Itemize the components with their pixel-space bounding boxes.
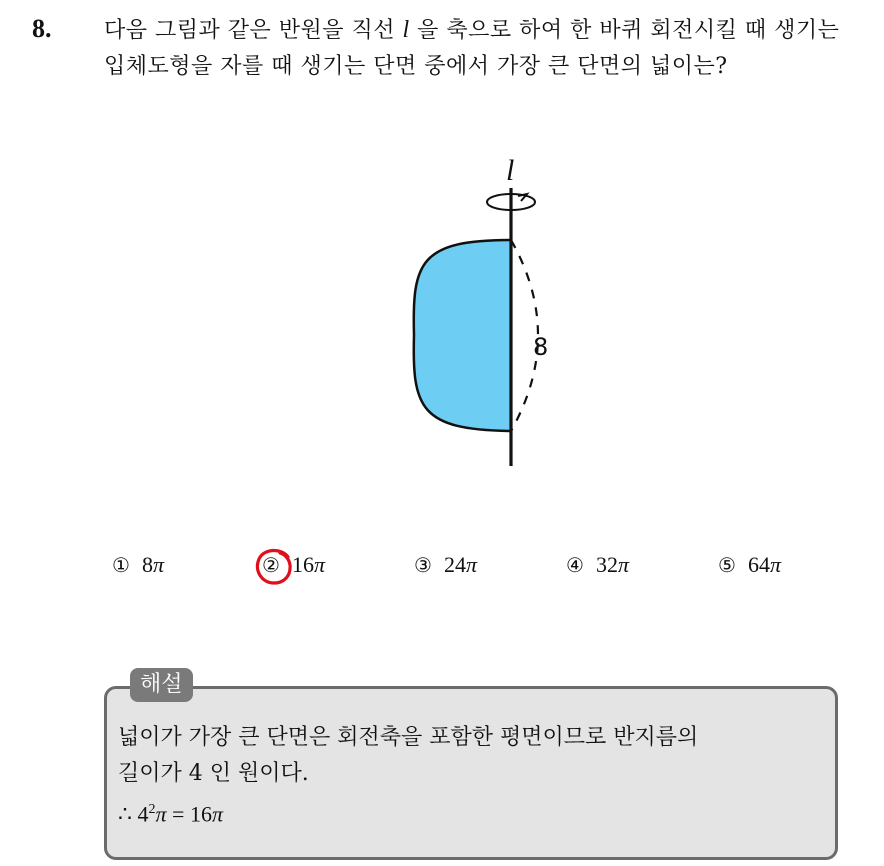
choice-4-mark: ④ [566,553,584,577]
axis-label: l [506,154,515,187]
figure-svg [400,150,570,480]
choice-5-mark: ⑤ [718,553,736,577]
question-number: 8. [32,14,52,43]
semicircle-shape [414,240,511,431]
choice-2[interactable] [262,552,325,578]
axis-variable: l [402,17,410,43]
length-label: 8 [533,333,549,361]
choice-4-value: 32π [596,552,630,577]
solution-line-2: 길이가 4 인 원이다. [118,761,309,786]
choice-3-value: 24π [444,552,478,577]
rotation-arrow-icon [518,194,527,201]
question-text-part1: 다음 그림과 같은 반원을 직선 [104,18,403,43]
solution-tag: 해설 [130,668,193,702]
choice-5[interactable] [718,552,781,578]
choice-1[interactable] [112,552,164,578]
choice-4[interactable] [566,552,629,578]
question-text [104,12,864,85]
semicircle-figure [400,150,570,480]
solution-line-1: 넓이가 가장 큰 단면은 회전축을 포함한 평면이므로 반지름의 [118,725,699,750]
solution-text [118,720,838,832]
question-text-part2: 을 축으로 하여 한 바퀴 회전시킬 때 생기는 입체도형을 자를 때 생기는 단면 중에서 가장 큰 단면의 넓이는? [104,18,840,79]
answer-choices [0,552,884,584]
choice-3-mark: ③ [414,553,432,577]
choice-1-value: 8π [142,552,165,577]
solution-line-3: ∴ $4^2\pi = 16\pi$ [118,801,223,827]
choice-2-mark: ② [262,553,280,577]
choice-1-mark: ① [112,553,130,577]
choice-5-value: 64π [748,552,782,577]
choice-2-value: 16π [292,552,326,577]
choice-3[interactable] [414,552,477,578]
